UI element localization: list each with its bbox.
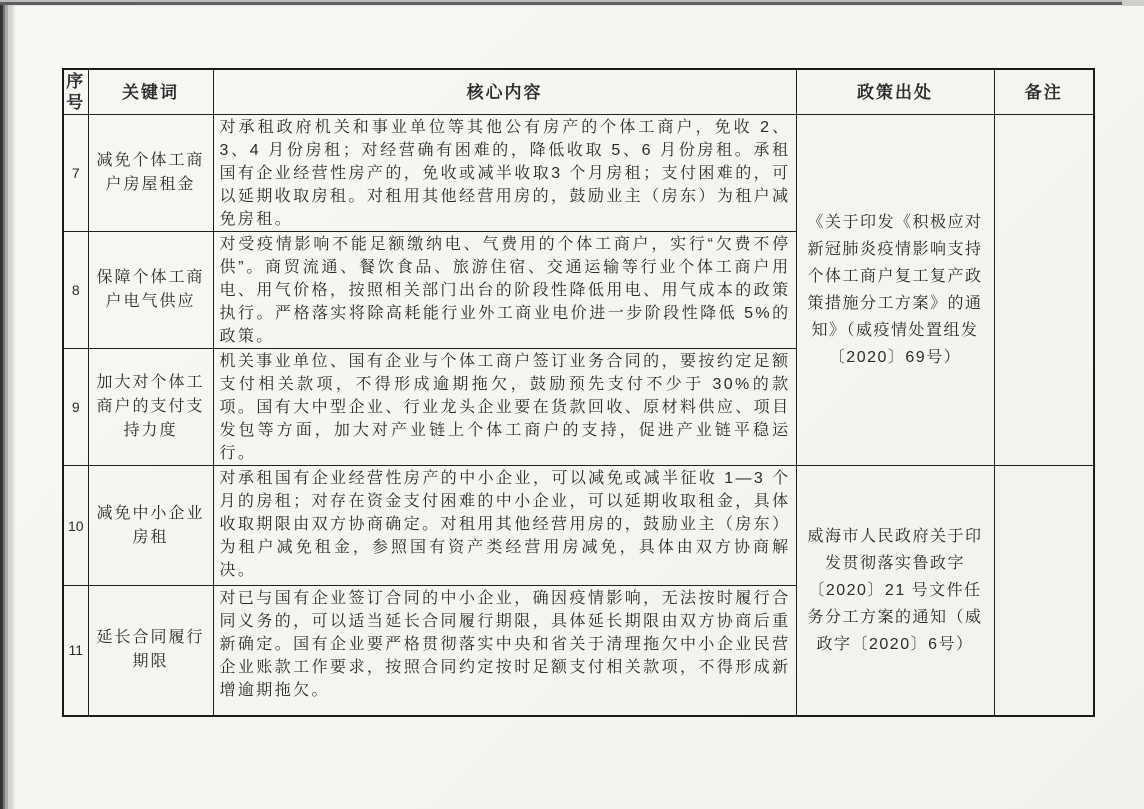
content-cell: 对承租国有企业经营性房产的中小企业，可以减免或减半征收 1—3 个月的房租；对存在资金支付困难的中小企业，可以延期收取租金，具体收取期限由双方协商确定。对租用其他经营用房的，鼓励业主（房东）为租户减免租金，参照国有资产类经营用房减免，具体由双方协商解决。 bbox=[213, 466, 796, 586]
header-source: 政策出处 bbox=[796, 69, 994, 115]
table-header-row bbox=[63, 69, 1094, 115]
content-cell: 对承租政府机关和事业单位等其他公有房产的个体工商户，免收 2、3、4 月份房租；对经营确有困难的，降低收取 5、6 月份房租。承租国有企业经营性房产的，免收或减半收取3 个月房租；支付困难的，可以延期收取房租。对租用其他经营用房的，鼓励业主（房东）为租户减免房租。 bbox=[213, 115, 796, 232]
scan-edge-left bbox=[0, 5, 16, 809]
policy-source-cell-group2: 威海市人民政府关于印发贯彻落实鲁政字〔2020〕21 号文件任务分工方案的通知（威政字〔2020〕6号） bbox=[796, 466, 994, 716]
seq-cell: 11 bbox=[63, 586, 88, 716]
header-seq: 序号 bbox=[63, 69, 88, 115]
table-row-10 bbox=[63, 466, 1094, 586]
content-cell: 机关事业单位、国有企业与个体工商户签订业务合同的，要按约定足额支付相关款项，不得形成逾期拖欠，鼓励预先支付不少于 30%的款项。国有大中型企业、行业龙头企业要在货款回收、原材料供应、项目发包等方面，加大对产业链上个体工商户的支持，促进产业链平稳运行。 bbox=[213, 349, 796, 466]
seq-cell: 10 bbox=[63, 466, 88, 586]
policy-table bbox=[62, 68, 1095, 717]
header-remark: 备注 bbox=[994, 69, 1094, 115]
content-cell: 对受疫情影响不能足额缴纳电、气费用的个体工商户，实行“欠费不停供”。商贸流通、餐饮食品、旅游住宿、交通运输等行业个体工商户用电、用气价格，按照相关部门出台的阶段性降低用电、用气成本的政策执行。严格落实将除高耗能行业外工商业电价进一步阶段性降低 5%的政策。 bbox=[213, 232, 796, 349]
remark-cell-group1 bbox=[994, 115, 1094, 466]
table-row-7 bbox=[63, 115, 1094, 232]
header-keyword: 关键词 bbox=[88, 69, 213, 115]
seq-cell: 8 bbox=[63, 232, 88, 349]
keyword-cell: 减免个体工商户房屋租金 bbox=[88, 115, 213, 232]
content-cell: 对已与国有企业签订合同的中小企业，确因疫情影响，无法按时履行合同义务的，可以适当延长合同履行期限，具体延长期限由双方协商后重新确定。国有企业要严格贯彻落实中央和省关于清理拖欠中小企业民营企业账款工作要求，按照合同约定按时足额支付相关款项，不得形成新增逾期拖欠。 bbox=[213, 586, 796, 716]
keyword-cell: 加大对个体工商户的支付支持力度 bbox=[88, 349, 213, 466]
keyword-cell: 减免中小企业房租 bbox=[88, 466, 213, 586]
keyword-cell: 延长合同履行期限 bbox=[88, 586, 213, 716]
keyword-cell: 保障个体工商户电气供应 bbox=[88, 232, 213, 349]
header-content: 核心内容 bbox=[213, 69, 796, 115]
seq-cell: 7 bbox=[63, 115, 88, 232]
policy-source-cell-group1: 《关于印发《积极应对新冠肺炎疫情影响支持个体工商户复工复产政策措施分工方案》的通知》（威疫情处置组发〔2020〕69号） bbox=[796, 115, 994, 466]
seq-cell: 9 bbox=[63, 349, 88, 466]
remark-cell-group2 bbox=[994, 466, 1094, 716]
scan-edge-top bbox=[0, 0, 1144, 6]
